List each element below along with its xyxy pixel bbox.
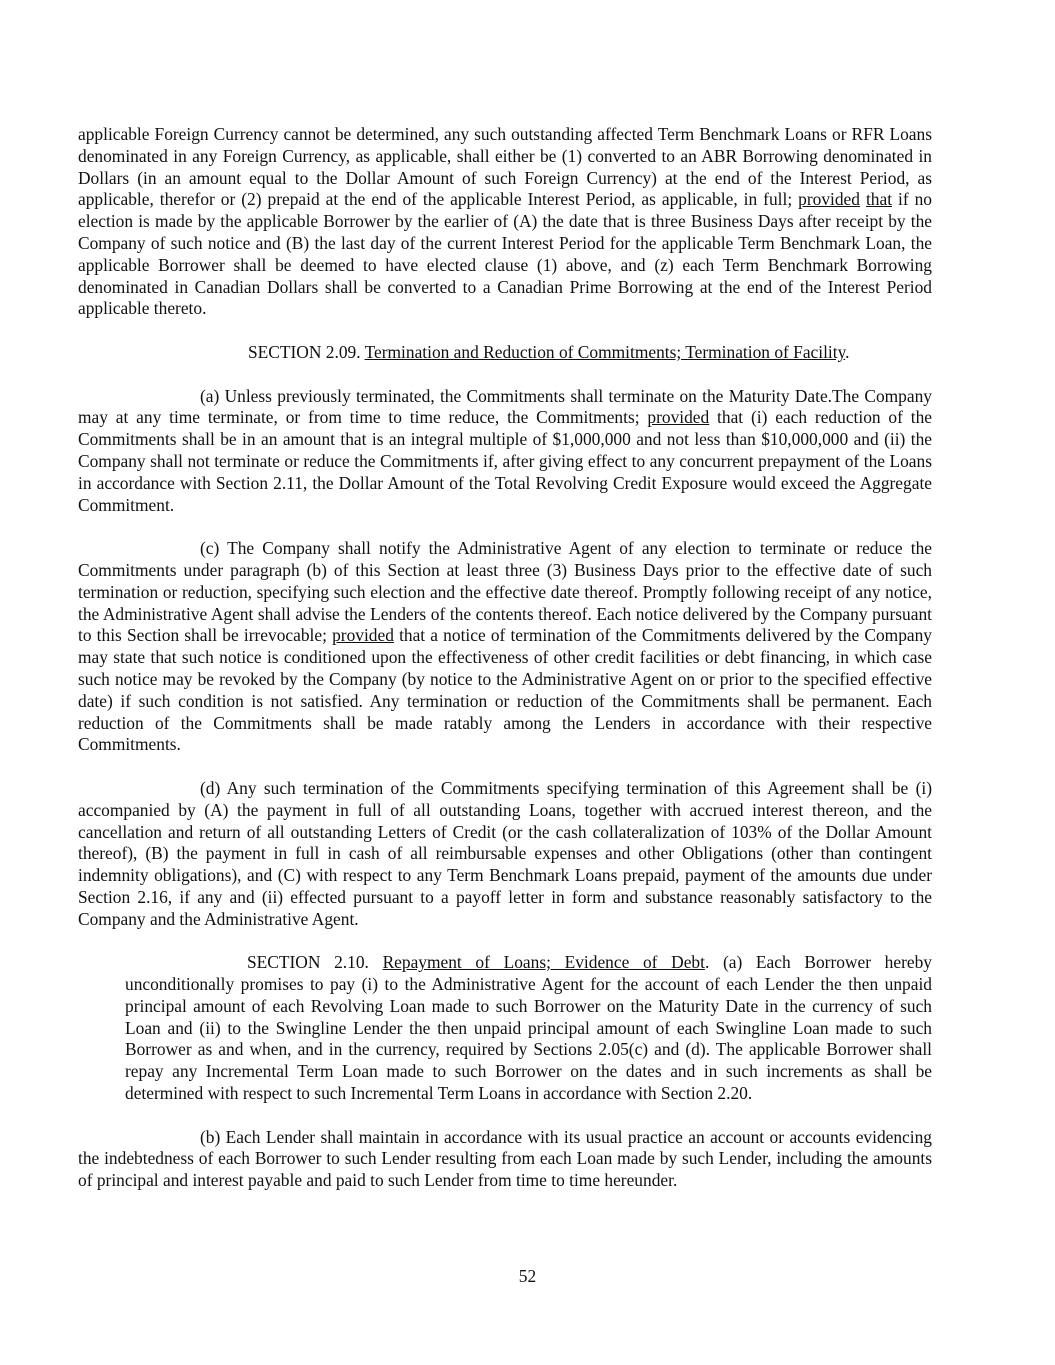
section-2-10-paragraph: SECTION 2.10. Repayment of Loans; Evidence of Debt. (a) Each Borrower hereby unconditionally promises to pay (i) to the Administrative Agent for the account of each Lender the then unpaid principal amount of each Revolving Loan made to such Borrower on the Maturity Date in the currency of such Loan and (ii) to the Swingline Lender the then unpaid principal amount of each Swingline Loan made to such Borrower as and when, and in the currency, required by Sections 2.05(c) and (d). The applicable Borrower shall repay any Incremental Term Loan made to such Borrower on the dates and in such increments as shall be determined with respect to such Incremental Term Loans in accordance with Section 2.20. bbox=[125, 952, 932, 1104]
section-2-10-block bbox=[78, 952, 932, 1105]
provided-underlined: provided bbox=[332, 625, 394, 646]
paragraph-continuation: applicable Foreign Currency cannot be determined, any such outstanding affected Term Benchmark Loans or RFR Loans denominated in any Foreign Currency, as applicable, shall either be (1) converted to an ABR Borrowing denominated in Dollars (in an amount equal to the Dollar Amount of such Foreign Currency) at the end of the Interest Period, as applicable, therefor or (2) prepaid at the end of the applicable Interest Period, as applicable, in full; provided that if no election is made by the applicable Borrower by the earlier of (A) the date that is three Business Days after receipt by the Company of such notice and (B) the last day of the current Interest Period for the applicable Term Benchmark Loan, the applicable Borrower shall be deemed to have elected clause (1) above, and (z) each Term Benchmark Borrowing denominated in Canadian Dollars shall be converted to a Canadian Prime Borrowing at the end of the Interest Period applicable thereto. bbox=[78, 124, 932, 319]
section-2-09-title: Termination and Reduction of Commitments; Termination of Facility bbox=[364, 341, 846, 362]
paragraph-b: (b) Each Lender shall maintain in accordance with its usual practice an account or accounts evidencing the indebtedness of each Borrower to such Lender resulting from each Loan made by such Lender, including the amounts of principal and interest payable and paid to such Lender from time to time hereunder. bbox=[78, 1126, 932, 1191]
provided-underlined: provided bbox=[798, 189, 860, 210]
paragraph-d: (d) Any such termination of the Commitments specifying termination of this Agreement shall be (i) accompanied by (A) the payment in full of all outstanding Loans, together with accrued interest thereon, and the cancellation and return of all outstanding Letters of Credit (or the cash collateralization of 103% of the Dollar Amount thereof), (B) the payment in full in cash of all reimbursable expenses and other Obligations (other than contingent indemnity obligations), and (C) with respect to any Term Benchmark Loans prepaid, payment of the amounts due under Section 2.16, if any and (ii) effected pursuant to a payoff letter in form and substance reasonably satisfactory to the Company and the Administrative Agent. bbox=[78, 777, 932, 929]
section-2-10-number: SECTION 2.10. bbox=[247, 952, 383, 973]
document-body bbox=[78, 124, 932, 1192]
section-2-09-heading: SECTION 2.09. Termination and Reduction of Commitments; Termination of Facility. bbox=[248, 341, 850, 362]
section-2-10-title: Repayment of Loans; Evidence of Debt bbox=[382, 952, 705, 973]
paragraph-c: (c) The Company shall notify the Administrative Agent of any election to terminate or reduce the Commitments under paragraph (b) of this Section at least three (3) Business Days prior to the effective date of such termination or reduction, specifying such election and the effective date thereof. Promptly following receipt of any notice, the Administrative Agent shall advise the Lenders of the contents thereof. Each notice delivered by the Company pursuant to this Section shall be irrevocable; provided that a notice of termination of the Commitments delivered by the Company may state that such notice is conditioned upon the effectiveness of other credit facilities or debt financing, in which case such notice may be revoked by the Company (by notice to the Administrative Agent on or prior to the specified effective date) if such condition is not satisfied. Any termination or reduction of the Commitments shall be permanent. Each reduction of the Commitments shall be made ratably among the Lenders in accordance with their respective Commitments. bbox=[78, 538, 933, 755]
page-number: 52 bbox=[518, 1266, 537, 1286]
that-underlined: that bbox=[865, 189, 893, 210]
provided-underlined: provided bbox=[647, 407, 710, 428]
paragraph-a: (a) Unless previously terminated, the Commitments shall terminate on the Maturity Date.The Company may at any time terminate, or from time to time reduce, the Commitments; provided that (i) each reduction of the Commitments shall be in an amount that is an integral multiple of $1,000,000 and not less than $10,000,000 and (ii) the Company shall not terminate or reduce the Commitments if, after giving effect to any concurrent prepayment of the Loans in accordance with Section 2.11, the Dollar Amount of the Total Revolving Credit Exposure would exceed the Aggregate Commitment. bbox=[78, 385, 932, 515]
